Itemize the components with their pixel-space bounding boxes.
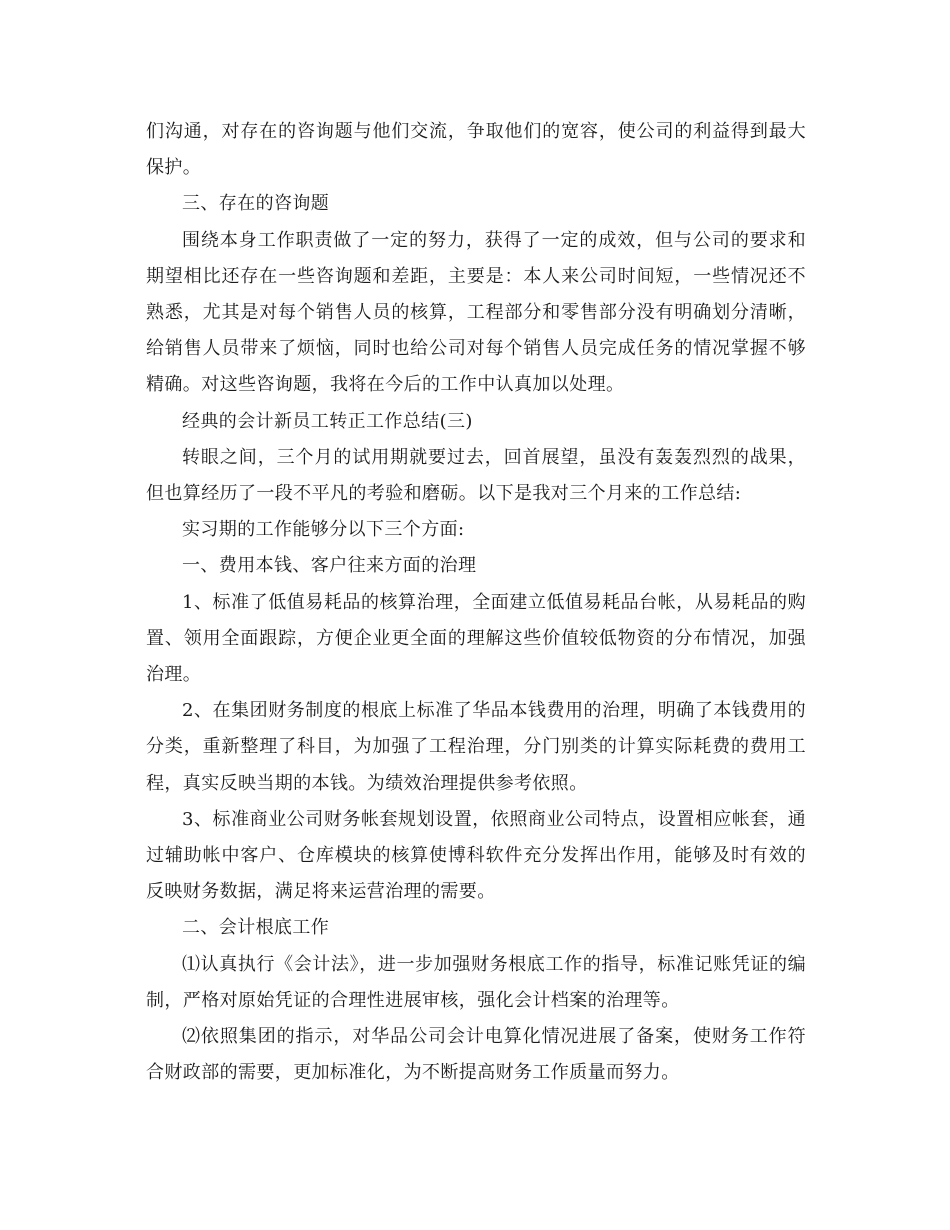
paragraph-overview: 实习期的工作能够分以下三个方面: (182, 519, 465, 541)
sub-item-1: ⑴认真执行《会计法》，进一步加强财务根底工作的指导，标准记账凭证的编制，严格对原始凭证的合理性进展审核，强化会计档案的治理等。 (146, 953, 806, 1011)
document-body (146, 114, 806, 1091)
section-heading-costs: 一、费用本钱、客户往来方面的治理 (182, 555, 477, 577)
list-item-1: 1、标准了低值易耗品的核算治理，全面建立低值易耗品台帐，从易耗品的购置、领用全面跟踪，方便企业更全面的理解这些价值较低物资的分布情况，加强治理。 (146, 591, 806, 686)
paragraph-intro: 转眼之间，三个月的试用期就要过去，回首展望，虽没有轰轰烈烈的战果，但也算经历了一段不平凡的考验和磨砺。以下是我对三个月来的工作总结: (146, 446, 806, 505)
section-heading-basics: 二、会计根底工作 (182, 917, 330, 939)
section-heading-problems: 三、存在的咨询题 (182, 193, 330, 215)
paragraph-continuation: 们沟通，对存在的咨询题与他们交流，争取他们的宽容，使公司的利益得到最大保护。 (146, 121, 806, 179)
list-item-3: 3、标准商业公司财务帐套规划设置，依照商业公司特点，设置相应帐套，通过辅助帐中客户、仓库模块的核算使博科软件充分发挥出作用，能够及时有效的反映财务数据，满足将来运营治理的需要。 (146, 808, 806, 903)
sub-item-2: ⑵依照集团的指示，对华品公司会计电算化情况进展了备案，使财务工作符合财政部的需要，更加标准化，为不断提高财务工作质量而努力。 (146, 1026, 806, 1084)
document-subtitle: 经典的会计新员工转正工作总结(三) (182, 410, 473, 432)
list-item-2: 2、在集团财务制度的根底上标准了华品本钱费用的治理，明确了本钱费用的分类，重新整理了科目，为加强了工程治理，分门别类的计算实际耗费的费用工程，真实反映当期的本钱。为绩效治理提供参考依照。 (146, 700, 806, 794)
paragraph-problems: 围绕本身工作职责做了一定的努力，获得了一定的成效，但与公司的要求和期望相比还存在一些咨询题和差距，主要是：本人来公司时间短，一些情况还不熟悉，尤其是对每个销售人员的核算，工程部分和零售部分没有明确划分清晰，给销售人员带来了烦恼，同时也给公司对每个销售人员完成任务的情况掌握不够精确。对这些咨询题，我将在今后的工作中认真加以处理。 (146, 229, 806, 396)
